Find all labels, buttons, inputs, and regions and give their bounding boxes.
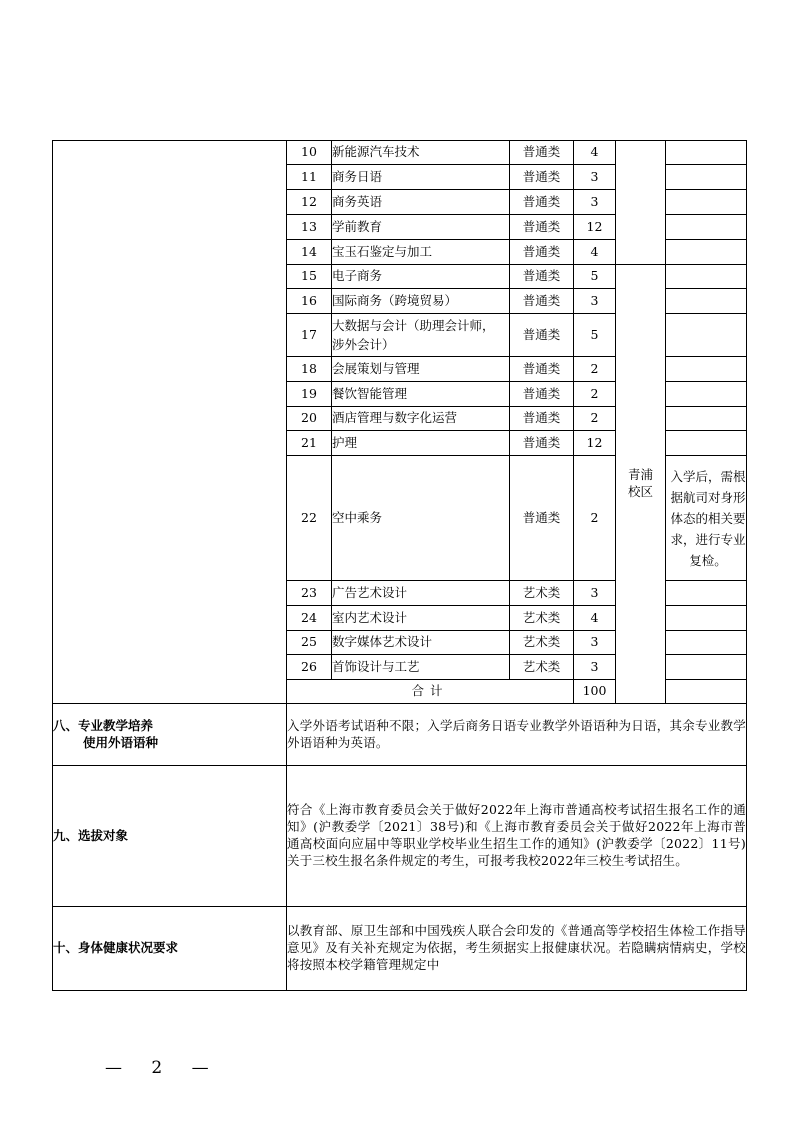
major-type: 普通类 — [510, 240, 574, 265]
major-type: 艺术类 — [510, 631, 574, 655]
major-number: 18 — [287, 357, 332, 382]
major-count: 2 — [574, 456, 616, 581]
section-row — [53, 766, 747, 907]
major-name: 新能源汽车技术 — [332, 141, 510, 165]
campus-qingpu-label: 青浦校区 — [627, 467, 653, 499]
major-count: 4 — [574, 606, 616, 631]
major-note — [666, 289, 747, 314]
major-name: 空中乘务 — [332, 456, 510, 581]
section-8-body: 入学外语考试语种不限；入学后商务日语专业教学外语语种为日语，其余专业教学外语语种为英语。 — [287, 704, 747, 766]
section-10-body: 以教育部、原卫生部和中国残疾人联合会印发的《普通高等学校招生体检工作指导意见》及有关补充规定为依据，考生须据实上报健康状况。若隐瞒病情病史，学校将按照本校学籍管理规定中 — [287, 907, 747, 991]
major-type: 普通类 — [510, 314, 574, 357]
major-type: 普通类 — [510, 382, 574, 407]
major-count: 2 — [574, 407, 616, 431]
major-note — [666, 314, 747, 357]
total-blank-cell — [666, 680, 747, 704]
major-number: 25 — [287, 631, 332, 655]
major-count: 12 — [574, 215, 616, 240]
section-10-label: 十、身体健康状况要求 — [53, 907, 287, 991]
major-name: 商务日语 — [332, 165, 510, 190]
left-blank-cell — [53, 141, 287, 704]
major-name: 餐饮智能管理 — [332, 382, 510, 407]
major-note — [666, 165, 747, 190]
major-name: 电子商务 — [332, 265, 510, 289]
major-note — [666, 190, 747, 215]
campus-blank-cell — [616, 141, 666, 265]
major-type: 普通类 — [510, 407, 574, 431]
major-name: 国际商务（跨境贸易） — [332, 289, 510, 314]
major-count: 3 — [574, 631, 616, 655]
enrollment-table — [52, 140, 747, 991]
major-name: 会展策划与管理 — [332, 357, 510, 382]
major-note — [666, 141, 747, 165]
major-name: 大数据与会计（助理会计师，涉外会计） — [332, 314, 510, 357]
major-type: 普通类 — [510, 165, 574, 190]
major-type: 普通类 — [510, 215, 574, 240]
major-note — [666, 606, 747, 631]
major-count: 3 — [574, 655, 616, 680]
major-count: 3 — [574, 289, 616, 314]
major-number: 22 — [287, 456, 332, 581]
major-count: 2 — [574, 382, 616, 407]
major-name: 学前教育 — [332, 215, 510, 240]
major-number: 11 — [287, 165, 332, 190]
section-9-body: 符合《上海市教育委员会关于做好2022年上海市普通高校考试招生报名工作的通知》(沪教委学〔2021〕38号)和《上海市教育委员会关于做好2022年上海市普通高校面向应届中等职业学校毕业生招生工作的通知》(沪教委学〔2022〕11号)关于三校生报名条件规定的考生，可报考我校2022年三校生考试招生。 — [287, 766, 747, 907]
major-name: 室内艺术设计 — [332, 606, 510, 631]
major-note — [666, 431, 747, 456]
section-8-label-line1: 八、专业教学培养 — [53, 717, 154, 733]
major-name: 宝玉石鉴定与加工 — [332, 240, 510, 265]
major-number: 15 — [287, 265, 332, 289]
major-count: 5 — [574, 265, 616, 289]
section-9-label: 九、选拔对象 — [53, 766, 287, 907]
major-type: 普通类 — [510, 190, 574, 215]
major-number: 17 — [287, 314, 332, 357]
major-note — [666, 215, 747, 240]
major-number: 13 — [287, 215, 332, 240]
major-count: 2 — [574, 357, 616, 382]
major-name: 护理 — [332, 431, 510, 456]
major-count: 3 — [574, 581, 616, 606]
major-type: 艺术类 — [510, 655, 574, 680]
major-number: 19 — [287, 382, 332, 407]
major-note — [666, 581, 747, 606]
major-type: 普通类 — [510, 289, 574, 314]
major-count: 12 — [574, 431, 616, 456]
major-name: 首饰设计与工艺 — [332, 655, 510, 680]
major-name: 商务英语 — [332, 190, 510, 215]
major-note-air-crew: 入学后，需根据航司对身形体态的相关要求，进行专业复检。 — [666, 456, 747, 581]
major-number: 23 — [287, 581, 332, 606]
major-count: 4 — [574, 240, 616, 265]
section-8-label-line2: 使用外语语种 — [83, 734, 159, 750]
major-number: 16 — [287, 289, 332, 314]
major-type: 普通类 — [510, 357, 574, 382]
total-value: 100 — [574, 680, 616, 704]
section-8-label — [53, 704, 287, 766]
major-number: 26 — [287, 655, 332, 680]
major-type: 艺术类 — [510, 581, 574, 606]
major-count: 3 — [574, 190, 616, 215]
table-row — [53, 141, 747, 165]
major-note — [666, 240, 747, 265]
major-number: 24 — [287, 606, 332, 631]
major-count: 3 — [574, 165, 616, 190]
major-name: 广告艺术设计 — [332, 581, 510, 606]
major-note — [666, 655, 747, 680]
major-type: 艺术类 — [510, 606, 574, 631]
major-name: 酒店管理与数字化运营 — [332, 407, 510, 431]
major-type: 普通类 — [510, 265, 574, 289]
section-row — [53, 907, 747, 991]
major-number: 10 — [287, 141, 332, 165]
major-number: 21 — [287, 431, 332, 456]
major-note — [666, 382, 747, 407]
major-number: 14 — [287, 240, 332, 265]
major-name: 数字媒体艺术设计 — [332, 631, 510, 655]
major-count: 4 — [574, 141, 616, 165]
campus-qingpu — [616, 265, 666, 704]
major-note — [666, 407, 747, 431]
major-type: 普通类 — [510, 456, 574, 581]
section-row — [53, 704, 747, 766]
major-type: 普通类 — [510, 431, 574, 456]
page-number: — 2 — — [105, 1058, 221, 1078]
major-number: 12 — [287, 190, 332, 215]
major-note — [666, 357, 747, 382]
total-label: 合计 — [287, 680, 574, 704]
major-count: 5 — [574, 314, 616, 357]
major-note — [666, 265, 747, 289]
major-note — [666, 631, 747, 655]
major-type: 普通类 — [510, 141, 574, 165]
major-number: 20 — [287, 407, 332, 431]
